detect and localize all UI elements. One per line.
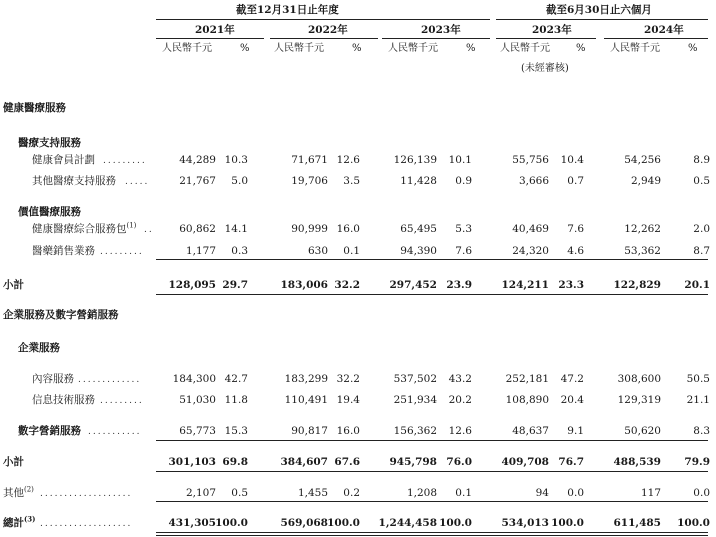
cell-2022-amount: 90,817 — [291, 425, 328, 437]
cell-2023-6m-amount: 534,013 — [501, 517, 549, 529]
row-label-subtotal-health: 小計 — [3, 279, 24, 291]
cell-2024-6m-amount: 2,949 — [630, 175, 661, 187]
rule-below-subtotal-health — [156, 294, 708, 295]
cell-2023-6m-pct: 4.6 — [567, 245, 584, 257]
cell-2023-pct: 23.9 — [446, 279, 472, 291]
cell-2023-pct: 76.0 — [446, 456, 472, 468]
section-enterprise-digital: 企業服務及數字營銷服務 — [3, 309, 119, 321]
leader-dots: ........... — [88, 427, 142, 437]
cell-2024-6m-amount: 129,319 — [617, 394, 661, 406]
cell-2024-6m-amount: 50,620 — [624, 425, 661, 437]
cell-2023-pct: 12.6 — [448, 425, 472, 437]
cell-2023-6m-pct: 0.7 — [567, 175, 584, 187]
unit-rmb-2023-6m: 人民幣千元 — [500, 43, 550, 54]
rule-above-subtotal-enterprise — [156, 440, 708, 441]
unaudited-note: (未經審核) — [521, 63, 569, 74]
cell-2023-6m-amount: 55,756 — [512, 154, 549, 166]
cell-2023-pct: 7.6 — [455, 245, 472, 257]
cell-2023-6m-pct: 9.1 — [567, 425, 584, 437]
cell-2023-6m-amount: 409,708 — [501, 456, 549, 468]
rule-below-total-2 — [156, 535, 708, 536]
cell-2023-amount: 126,139 — [393, 154, 437, 166]
cell-2023-pct: 100.0 — [439, 517, 472, 529]
row-label-total: 總計$^{(3)}$ — [3, 514, 36, 529]
leader-dots: ......... — [100, 396, 144, 406]
cell-2021-pct: 69.8 — [222, 456, 248, 468]
cell-2023-amount: 297,452 — [389, 279, 437, 291]
cell-2024-6m-amount: 54,256 — [624, 154, 661, 166]
year-header-2024-6m: 2024年 — [644, 24, 684, 36]
cell-2023-amount: 1,244,458 — [378, 517, 437, 529]
cell-2023-pct: 5.3 — [455, 223, 472, 235]
cell-2023-amount: 945,798 — [389, 456, 437, 468]
year-rule-2022 — [270, 38, 378, 39]
unit-rmb-2021: 人民幣千元 — [162, 43, 212, 54]
cell-2024-6m-amount: 122,829 — [613, 279, 661, 291]
cell-2021-pct: 29.7 — [222, 279, 248, 291]
cell-2023-6m-amount: 24,320 — [512, 245, 549, 257]
cell-2022-pct: 16.0 — [336, 425, 360, 437]
cell-2024-6m-pct: 20.1 — [684, 279, 710, 291]
unit-pct-2024-6m: % — [688, 43, 698, 54]
cell-2023-6m-pct: 23.3 — [558, 279, 584, 291]
header-6m-group: 截至6月30日止六個月 — [546, 4, 652, 16]
section-value-medical: 價值醫療服務 — [18, 206, 81, 218]
unit-pct-2023-6m: % — [576, 43, 586, 54]
unit-rmb-2024-6m: 人民幣千元 — [610, 43, 660, 54]
unit-rmb-2022: 人民幣千元 — [274, 43, 324, 54]
rule-below-total-1 — [156, 532, 708, 533]
row-label-others: 其他$^{(2)}$ — [3, 485, 34, 499]
cell-2023-amount: 65,495 — [400, 223, 437, 235]
header-fy-rule — [156, 19, 490, 20]
cell-2021-amount: 44,289 — [179, 154, 216, 166]
cell-2023-6m-pct: 100.0 — [551, 517, 584, 529]
cell-2022-pct: 19.4 — [336, 394, 360, 406]
section-health: 健康醫療服務 — [3, 102, 66, 114]
cell-2024-6m-amount: 308,600 — [617, 373, 661, 385]
unit-pct-2023: % — [466, 43, 476, 54]
cell-2023-pct: 0.9 — [455, 175, 472, 187]
cell-2021-amount: 2,107 — [185, 487, 216, 499]
cell-2021-amount: 51,030 — [179, 394, 216, 406]
row-label-other-medical-support: 其他醫療支持服務 — [32, 175, 116, 187]
cell-2022-pct: 0.1 — [343, 245, 360, 257]
row-label-integrated-package: 健康醫療綜合服務包$^{(1)}$ — [32, 221, 137, 235]
cell-2023-6m-pct: 76.7 — [558, 456, 584, 468]
cell-2021-pct: 15.3 — [224, 425, 248, 437]
cell-2022-pct: 16.0 — [336, 223, 360, 235]
rule-above-others — [156, 501, 708, 502]
cell-2022-amount: 384,607 — [280, 456, 328, 468]
cell-2022-amount: 569,068 — [280, 517, 328, 529]
cell-2024-6m-amount: 53,362 — [624, 245, 661, 257]
cell-2021-amount: 431,305 — [168, 517, 216, 529]
cell-2022-amount: 630 — [307, 245, 328, 257]
cell-2023-6m-amount: 108,890 — [505, 394, 549, 406]
cell-2022-pct: 32.2 — [336, 373, 360, 385]
cell-2023-amount: 537,502 — [393, 373, 437, 385]
unit-pct-2022: % — [352, 43, 362, 54]
cell-2023-6m-pct: 0.0 — [567, 487, 584, 499]
year-header-2021: 2021年 — [195, 24, 235, 36]
cell-2023-6m-pct: 47.2 — [560, 373, 584, 385]
cell-2023-pct: 0.1 — [455, 487, 472, 499]
leader-dots: ......... — [100, 247, 144, 257]
leader-dots: ......... — [103, 156, 147, 166]
cell-2024-6m-pct: 79.9 — [684, 456, 710, 468]
header-fy-group: 截至12月31日止年度 — [236, 4, 339, 16]
cell-2022-amount: 183,006 — [280, 279, 328, 291]
leader-dots: ................... — [40, 489, 133, 499]
header-6m-rule — [496, 19, 708, 20]
cell-2021-pct: 11.8 — [224, 394, 248, 406]
year-header-2023: 2023年 — [421, 24, 461, 36]
leader-dots: ............. — [78, 375, 142, 385]
cell-2021-amount: 1,177 — [185, 245, 216, 257]
cell-2022-amount: 183,299 — [284, 373, 328, 385]
year-header-2023-6m: 2023年 — [532, 24, 572, 36]
row-label-subtotal-enterprise: 小計 — [3, 456, 24, 468]
cell-2021-amount: 184,300 — [172, 373, 216, 385]
cell-2021-amount: 65,773 — [179, 425, 216, 437]
cell-2024-6m-pct: 50.5 — [686, 373, 710, 385]
cell-2023-amount: 11,428 — [400, 175, 437, 187]
cell-2023-6m-amount: 3,666 — [518, 175, 549, 187]
row-label-it-services: 信息技術服務 — [32, 394, 95, 406]
cell-2021-pct: 0.5 — [231, 487, 248, 499]
section-medical-support: 醫療支持服務 — [18, 137, 81, 149]
row-label-digital-marketing: 數字營銷服務 — [18, 425, 81, 437]
year-rule-2023 — [382, 38, 490, 39]
cell-2024-6m-amount: 488,539 — [613, 456, 661, 468]
cell-2023-6m-amount: 124,211 — [501, 279, 549, 291]
cell-2023-pct: 43.2 — [448, 373, 472, 385]
cell-2023-6m-pct: 20.4 — [560, 394, 584, 406]
cell-2024-6m-amount: 12,262 — [624, 223, 661, 235]
cell-2021-pct: 14.1 — [224, 223, 248, 235]
cell-2024-6m-pct: 100.0 — [677, 517, 710, 529]
unit-pct-2021: % — [240, 43, 250, 54]
cell-2021-pct: 10.3 — [224, 154, 248, 166]
year-header-2022: 2022年 — [308, 24, 348, 36]
cell-2023-6m-amount: 252,181 — [505, 373, 549, 385]
cell-2022-pct: 0.2 — [343, 487, 360, 499]
cell-2023-6m-amount: 40,469 — [512, 223, 549, 235]
year-rule-2023-6m — [496, 38, 596, 39]
cell-2023-pct: 20.2 — [448, 394, 472, 406]
cell-2024-6m-pct: 8.7 — [693, 245, 710, 257]
cell-2024-6m-pct: 2.0 — [693, 223, 710, 235]
cell-2023-amount: 94,390 — [400, 245, 437, 257]
cell-2024-6m-amount: 611,485 — [613, 517, 661, 529]
cell-2021-amount: 128,095 — [168, 279, 216, 291]
row-label-pharma-sales: 醫藥銷售業務 — [32, 245, 95, 257]
cell-2023-6m-pct: 10.4 — [560, 154, 584, 166]
cell-2021-amount: 60,862 — [179, 223, 216, 235]
cell-2022-amount: 1,455 — [297, 487, 328, 499]
cell-2024-6m-pct: 8.3 — [693, 425, 710, 437]
leader-dots: ................... — [40, 519, 133, 529]
year-rule-2021 — [156, 38, 264, 39]
cell-2022-pct: 100.0 — [327, 517, 360, 529]
cell-2024-6m-pct: 8.9 — [693, 154, 710, 166]
section-enterprise: 企業服務 — [18, 342, 60, 354]
cell-2022-amount: 110,491 — [284, 394, 328, 406]
row-label-content-services: 內容服務 — [32, 373, 74, 385]
cell-2024-6m-amount: 117 — [640, 487, 661, 499]
cell-2023-pct: 10.1 — [448, 154, 472, 166]
leader-dots: .. — [144, 225, 154, 235]
cell-2023-6m-amount: 48,637 — [512, 425, 549, 437]
cell-2021-pct: 100.0 — [215, 517, 248, 529]
rule-above-subtotal-health — [156, 259, 708, 260]
row-label-health-membership: 健康會員計劃 — [32, 154, 95, 166]
cell-2023-6m-amount: 94 — [535, 487, 549, 499]
rule-below-subtotal-enterprise — [156, 471, 708, 472]
cell-2022-pct: 12.6 — [336, 154, 360, 166]
cell-2021-pct: 0.3 — [231, 245, 248, 257]
cell-2024-6m-pct: 0.0 — [693, 487, 710, 499]
year-rule-2024-6m — [604, 38, 708, 39]
cell-2022-pct: 67.6 — [334, 456, 360, 468]
cell-2021-amount: 21,767 — [179, 175, 216, 187]
cell-2022-pct: 3.5 — [343, 175, 360, 187]
cell-2022-pct: 32.2 — [334, 279, 360, 291]
cell-2023-6m-pct: 7.6 — [567, 223, 584, 235]
cell-2022-amount: 90,999 — [291, 223, 328, 235]
cell-2024-6m-pct: 21.1 — [686, 394, 710, 406]
cell-2021-amount: 301,103 — [168, 456, 216, 468]
leader-dots: ..... — [125, 177, 150, 187]
cell-2023-amount: 251,934 — [393, 394, 437, 406]
cell-2022-amount: 71,671 — [291, 154, 328, 166]
cell-2023-amount: 1,208 — [406, 487, 437, 499]
cell-2021-pct: 42.7 — [224, 373, 248, 385]
cell-2021-pct: 5.0 — [231, 175, 248, 187]
unit-rmb-2023: 人民幣千元 — [388, 43, 438, 54]
cell-2024-6m-pct: 0.5 — [693, 175, 710, 187]
cell-2022-amount: 19,706 — [291, 175, 328, 187]
cell-2023-amount: 156,362 — [393, 425, 437, 437]
